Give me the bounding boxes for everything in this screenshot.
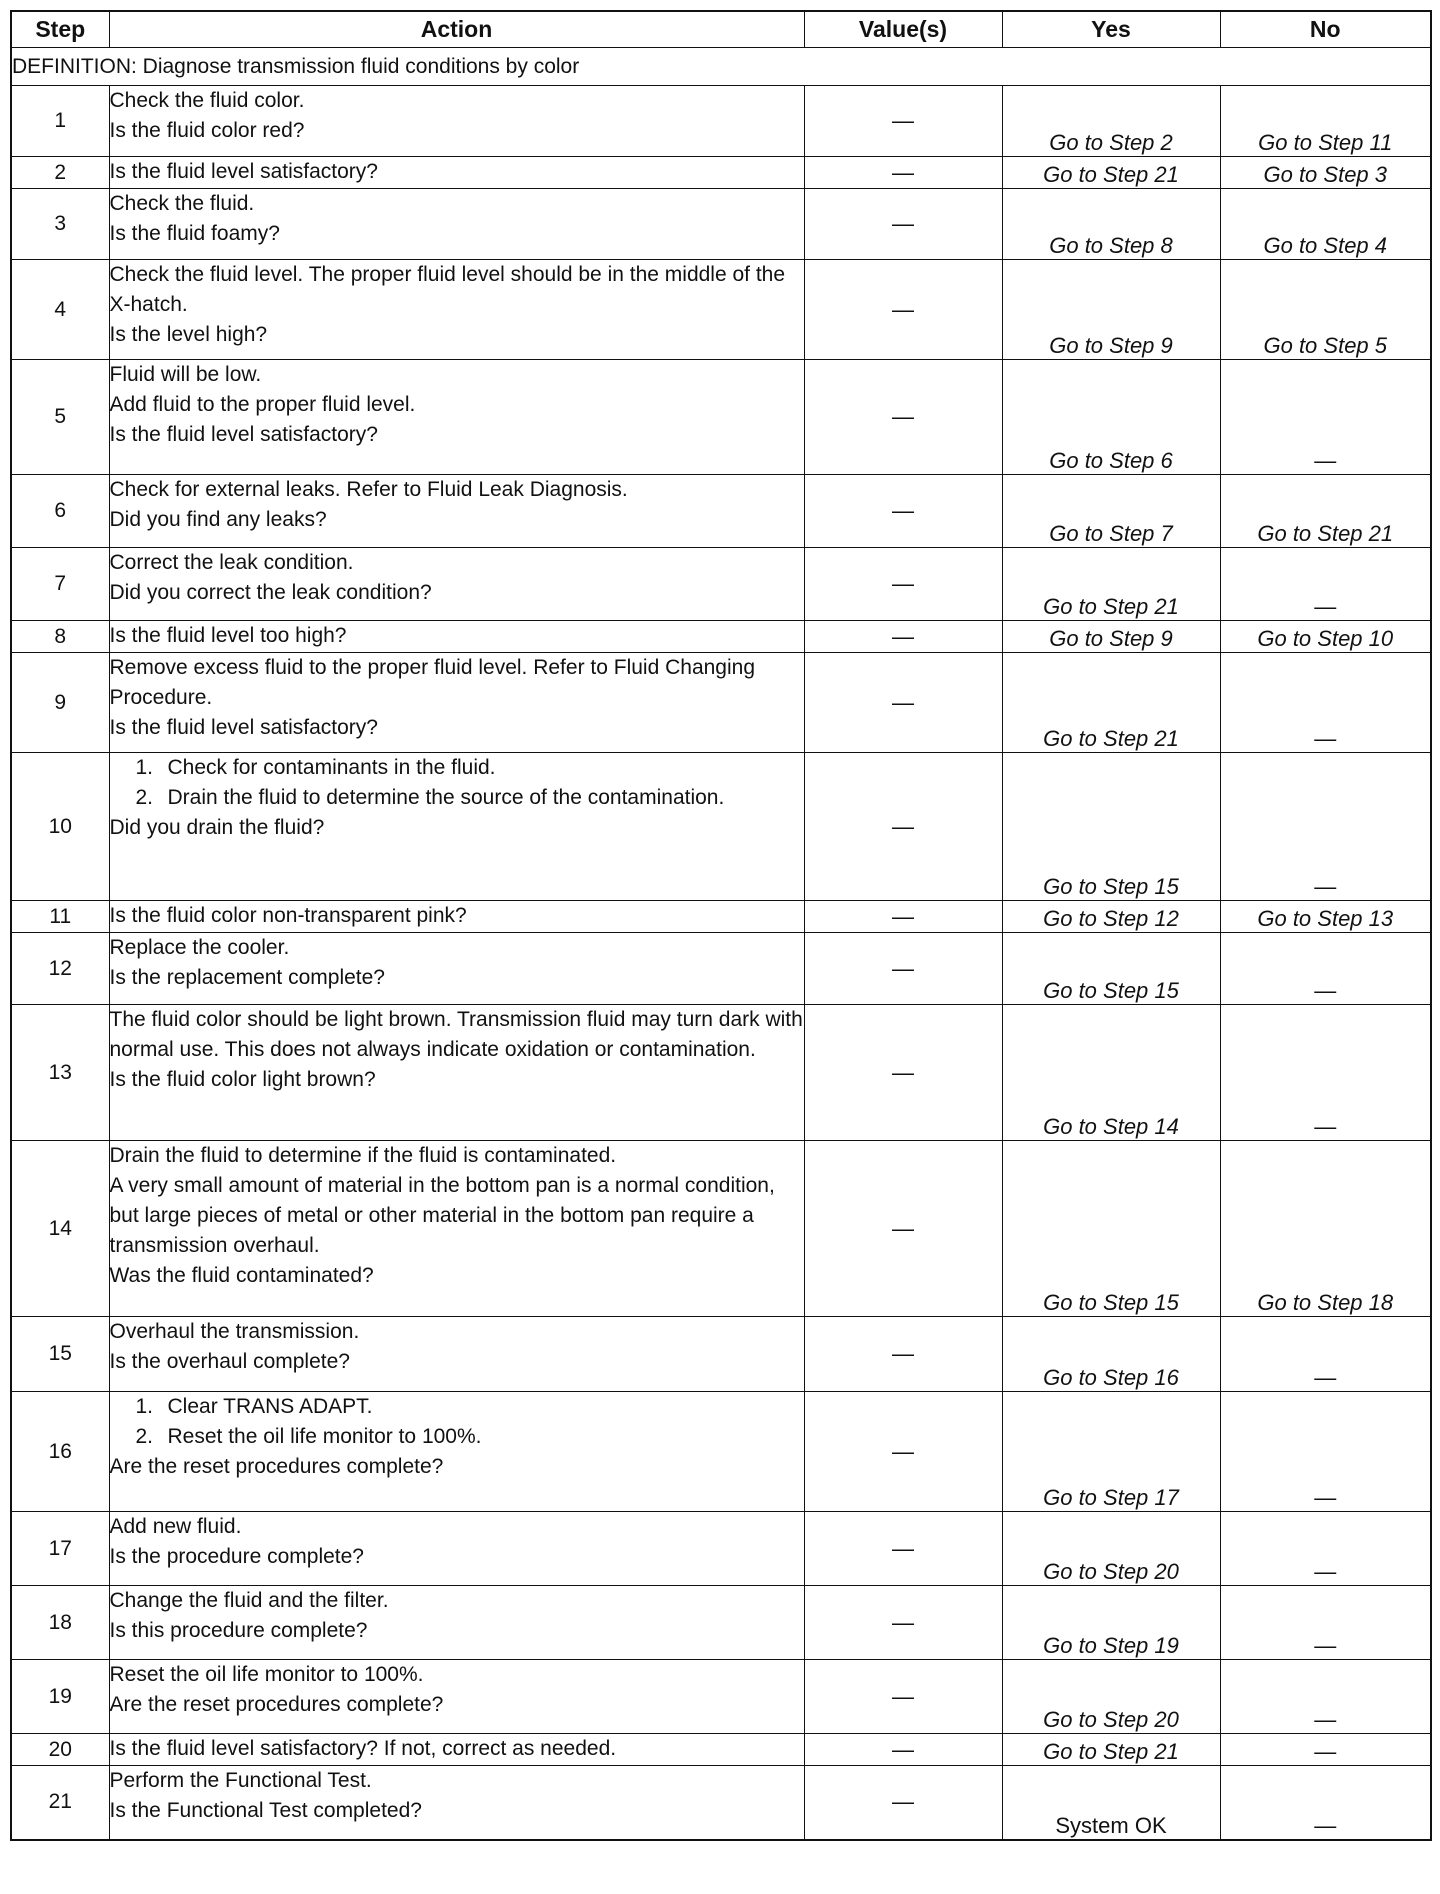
action-question: Is the fluid color non-transparent pink? [109,904,467,927]
list-item-number: 1. [135,756,154,779]
value-cell: — [804,1392,1002,1512]
yes-cell: Go to Step 15 [1002,933,1220,1005]
action-cell [109,475,804,548]
value-cell: — [804,548,1002,621]
action-question: Did you find any leaks? [109,508,327,531]
table-row [11,260,1431,360]
action-cell [109,157,804,189]
no-cell: Go to Step 18 [1220,1141,1431,1317]
step-number: 21 [11,1766,109,1840]
action-instruction: Replace the cooler. [109,936,290,959]
action-cell [109,621,804,653]
header-values: Value(s) [804,11,1002,48]
action-question: Is the procedure complete? [109,1545,364,1568]
action-cell [109,933,804,1005]
yes-cell: Go to Step 20 [1002,1660,1220,1734]
diagnostic-table-document [10,10,1432,1841]
table-row [11,548,1431,621]
action-question: Is the fluid color light brown? [109,1068,376,1091]
step-number: 7 [11,548,109,621]
value-cell: — [804,621,1002,653]
no-cell: Go to Step 10 [1220,621,1431,653]
yes-cell: System OK [1002,1766,1220,1840]
value-cell: — [804,1317,1002,1392]
action-instruction: Correct the leak condition. [109,551,354,574]
action-question: Is the fluid level too high? [109,624,347,647]
no-cell: — [1220,548,1431,621]
action-instruction: Reset the oil life monitor to 100%. [109,1663,424,1686]
action-question: Is the fluid level satisfactory? [109,423,378,446]
table-row [11,475,1431,548]
table-row [11,933,1431,1005]
no-cell: Go to Step 13 [1220,901,1431,933]
action-cell [109,1392,804,1512]
action-instruction: Check for external leaks. Refer to Fluid Leak Diagnosis. [109,478,628,501]
no-cell: Go to Step 3 [1220,157,1431,189]
action-cell [109,360,804,475]
value-cell: — [804,901,1002,933]
action-question: Is this procedure complete? [109,1619,368,1642]
step-number: 11 [11,901,109,933]
table-row [11,189,1431,260]
yes-cell: Go to Step 2 [1002,86,1220,157]
no-cell: — [1220,653,1431,753]
definition-text: DEFINITION: Diagnose transmission fluid conditions by color [11,48,1431,86]
step-number: 10 [11,753,109,901]
action-list-item [136,1392,804,1422]
action-question: Is the overhaul complete? [109,1350,350,1373]
action-list-item [136,783,804,813]
action-question: Is the replacement complete? [109,966,385,989]
step-number: 15 [11,1317,109,1392]
action-instruction: Add fluid to the proper fluid level. [109,393,416,416]
list-item-number: 2. [135,1425,154,1448]
action-cell [109,548,804,621]
yes-cell: Go to Step 16 [1002,1317,1220,1392]
action-cell [109,1317,804,1392]
header-no: No [1220,11,1431,48]
list-item-text: Check for contaminants in the fluid. [167,756,496,779]
value-cell: — [804,1766,1002,1840]
table-row [11,1766,1431,1840]
table-row [11,653,1431,753]
table-row [11,1392,1431,1512]
action-instruction: Check the fluid color. [109,89,305,112]
value-cell: — [804,260,1002,360]
list-item-text: Clear TRANS ADAPT. [167,1395,373,1418]
no-cell: Go to Step 4 [1220,189,1431,260]
value-cell: — [804,189,1002,260]
table-row [11,753,1431,901]
value-cell: — [804,157,1002,189]
action-cell [109,653,804,753]
step-number: 13 [11,1005,109,1141]
yes-cell: Go to Step 21 [1002,157,1220,189]
step-number: 9 [11,653,109,753]
no-cell: — [1220,1392,1431,1512]
diagnostic-table [10,10,1432,1841]
header-yes: Yes [1002,11,1220,48]
action-question: Did you correct the leak condition? [109,581,432,604]
action-cell [109,901,804,933]
action-instruction: Remove excess fluid to the proper fluid level. Refer to Fluid Changing Procedure. [109,656,756,709]
table-row [11,1512,1431,1586]
action-instruction: Fluid will be low. [109,363,262,386]
table-row [11,360,1431,475]
action-cell [109,1766,804,1840]
action-cell [109,86,804,157]
step-number: 1 [11,86,109,157]
action-cell [109,260,804,360]
action-cell [109,1005,804,1141]
yes-cell: Go to Step 21 [1002,653,1220,753]
action-question: Are the reset procedures complete? [109,1693,444,1716]
yes-cell: Go to Step 20 [1002,1512,1220,1586]
action-instruction: A very small amount of material in the bottom pan is a normal condition, but large pieces of metal or other material in the bottom pan require a transmission overhaul. [109,1174,775,1257]
list-item-text: Reset the oil life monitor to 100%. [167,1425,482,1448]
step-number: 18 [11,1586,109,1660]
value-cell: — [804,86,1002,157]
action-question: Is the Functional Test completed? [109,1799,422,1822]
yes-cell: Go to Step 19 [1002,1586,1220,1660]
value-cell: — [804,933,1002,1005]
yes-cell: Go to Step 9 [1002,260,1220,360]
action-instruction: Check the fluid. [109,192,255,215]
yes-cell: Go to Step 9 [1002,621,1220,653]
step-number: 6 [11,475,109,548]
step-number: 12 [11,933,109,1005]
yes-cell: Go to Step 8 [1002,189,1220,260]
action-numbered-list [110,753,804,813]
no-cell: — [1220,1005,1431,1141]
action-question: Is the fluid level satisfactory? [109,716,378,739]
value-cell: — [804,360,1002,475]
no-cell: — [1220,1660,1431,1734]
table-row [11,1141,1431,1317]
action-instruction: Perform the Functional Test. [109,1769,372,1792]
table-row [11,1734,1431,1766]
no-cell: — [1220,1766,1431,1840]
step-number: 3 [11,189,109,260]
header-row [11,11,1431,48]
action-list-item [136,1422,804,1452]
table-row [11,1005,1431,1141]
step-number: 17 [11,1512,109,1586]
no-cell: — [1220,1317,1431,1392]
value-cell: — [804,753,1002,901]
value-cell: — [804,1734,1002,1766]
yes-cell: Go to Step 15 [1002,1141,1220,1317]
action-instruction: Check the fluid level. The proper fluid level should be in the middle of the X-hatch. [109,263,786,316]
yes-cell: Go to Step 7 [1002,475,1220,548]
action-numbered-list [110,1392,804,1452]
table-row [11,1317,1431,1392]
table-row [11,1660,1431,1734]
list-item-number: 2. [135,786,154,809]
no-cell: Go to Step 21 [1220,475,1431,548]
value-cell: — [804,1141,1002,1317]
no-cell: Go to Step 11 [1220,86,1431,157]
action-question: Is the fluid level satisfactory? If not, correct as needed. [109,1737,617,1760]
action-cell [109,189,804,260]
value-cell: — [804,1512,1002,1586]
list-item-number: 1. [135,1395,154,1418]
table-row [11,86,1431,157]
table-row [11,1586,1431,1660]
yes-cell: Go to Step 21 [1002,548,1220,621]
action-question: Is the fluid foamy? [109,222,280,245]
table-row [11,901,1431,933]
action-question: Was the fluid contaminated? [109,1264,374,1287]
step-number: 4 [11,260,109,360]
no-cell: — [1220,1586,1431,1660]
action-cell [109,753,804,901]
table-row [11,621,1431,653]
no-cell: — [1220,1734,1431,1766]
yes-cell: Go to Step 21 [1002,1734,1220,1766]
value-cell: — [804,1586,1002,1660]
definition-row [11,48,1431,86]
step-number: 16 [11,1392,109,1512]
list-item-text: Drain the fluid to determine the source of the contamination. [167,786,725,809]
action-cell [109,1586,804,1660]
yes-cell: Go to Step 17 [1002,1392,1220,1512]
action-list-item [136,753,804,783]
step-number: 14 [11,1141,109,1317]
action-instruction: Change the fluid and the filter. [109,1589,389,1612]
value-cell: — [804,653,1002,753]
action-cell [109,1734,804,1766]
action-instruction: Add new fluid. [109,1515,242,1538]
yes-cell: Go to Step 14 [1002,1005,1220,1141]
action-cell [109,1141,804,1317]
action-question: Is the fluid level satisfactory? [109,160,378,183]
action-question: Did you drain the fluid? [109,816,325,839]
action-question: Is the fluid color red? [109,119,305,142]
no-cell: — [1220,360,1431,475]
no-cell: — [1220,1512,1431,1586]
action-cell [109,1660,804,1734]
step-number: 19 [11,1660,109,1734]
step-number: 5 [11,360,109,475]
no-cell: — [1220,933,1431,1005]
yes-cell: Go to Step 12 [1002,901,1220,933]
step-number: 20 [11,1734,109,1766]
value-cell: — [804,1005,1002,1141]
action-question: Are the reset procedures complete? [109,1455,444,1478]
value-cell: — [804,1660,1002,1734]
header-action: Action [109,11,804,48]
action-cell [109,1512,804,1586]
step-number: 8 [11,621,109,653]
yes-cell: Go to Step 15 [1002,753,1220,901]
header-step: Step [11,11,109,48]
yes-cell: Go to Step 6 [1002,360,1220,475]
action-instruction: Overhaul the transmission. [109,1320,360,1343]
value-cell: — [804,475,1002,548]
action-instruction: Drain the fluid to determine if the fluid is contaminated. [109,1144,617,1167]
no-cell: Go to Step 5 [1220,260,1431,360]
step-number: 2 [11,157,109,189]
table-row [11,157,1431,189]
action-question: Is the level high? [109,323,268,346]
action-instruction: The fluid color should be light brown. Transmission fluid may turn dark with normal use. This does not always indicate oxidation or contamination. [109,1008,803,1061]
no-cell: — [1220,753,1431,901]
